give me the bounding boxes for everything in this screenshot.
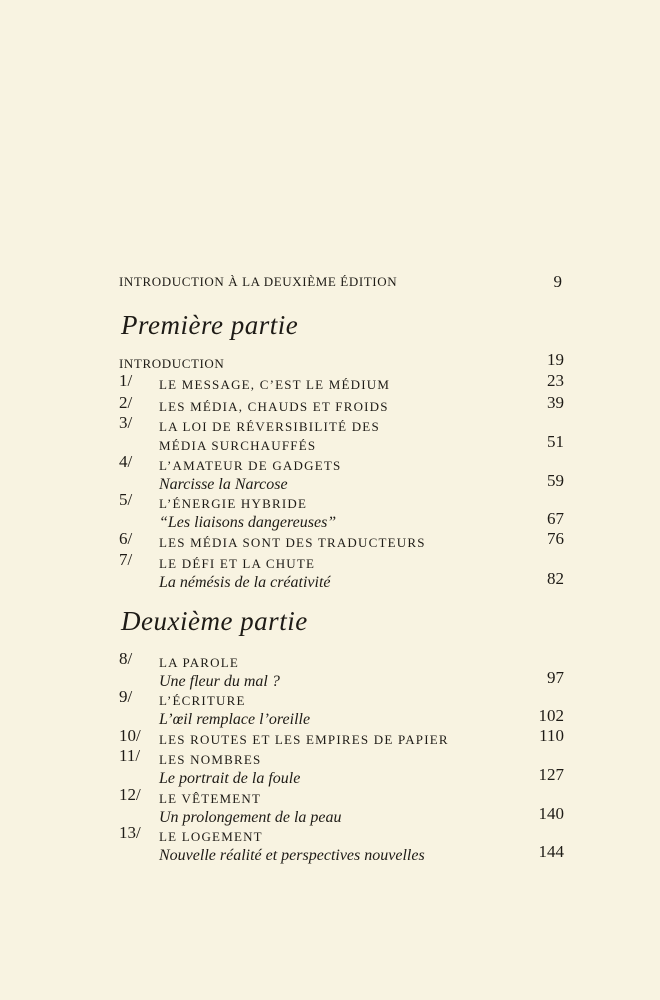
toc-entry-number: 5/ <box>119 490 133 509</box>
toc-entry-number: 4/ <box>119 452 133 471</box>
toc-entry-page: 76 <box>547 529 564 548</box>
toc-entry-subtitle: “Les liaisons dangereuses” <box>159 514 337 531</box>
toc-entry-title: L’ÉCRITURE <box>159 693 246 708</box>
toc-entry-title-line-2: MÉDIA SURCHAUFFÉS <box>159 438 317 453</box>
part-2-title: Deuxième partie <box>121 606 308 636</box>
toc-entry-title: LA LOI DE RÉVERSIBILITÉ DES <box>159 419 380 434</box>
toc-entry-subtitle: L’œil remplace l’oreille <box>159 711 311 728</box>
toc-entry-introduction <box>119 350 564 373</box>
toc-entry-number: 6/ <box>119 529 133 548</box>
toc-entry-page: 39 <box>547 393 564 412</box>
toc-entry-page: 23 <box>547 371 564 390</box>
toc-entry-subtitle: Une fleur du mal ? <box>159 673 280 690</box>
toc-entry-number: 8/ <box>119 649 133 668</box>
toc-entry-title: LE MESSAGE, C’EST LE MÉDIUM <box>159 377 391 392</box>
toc-entry-number: 1/ <box>119 371 133 390</box>
toc-entry-page: 144 <box>538 842 564 861</box>
toc-entry-number: 12/ <box>119 785 141 804</box>
toc-entry-page: 97 <box>547 668 564 687</box>
toc-entry-page: 9 <box>553 272 562 291</box>
toc-entry-subtitle: La némésis de la créativité <box>159 574 331 591</box>
toc-entry-number: 10/ <box>119 726 141 745</box>
toc-entry-number: 13/ <box>119 823 141 842</box>
toc-entry-title: LE VÊTEMENT <box>159 791 262 806</box>
toc-entry-title: LES ROUTES ET LES EMPIRES DE PAPIER <box>159 732 449 747</box>
toc-entry-page: 51 <box>547 432 564 451</box>
toc-entry-page: 127 <box>538 765 564 784</box>
toc-entry-subtitle: Le portrait de la foule <box>159 770 301 787</box>
toc-entry-title: INTRODUCTION <box>119 356 225 371</box>
toc-entry-page: 110 <box>539 726 564 745</box>
toc-entry-page: 19 <box>547 350 564 369</box>
toc-entry-number: 2/ <box>119 393 133 412</box>
toc-entry-number: 3/ <box>119 413 133 432</box>
toc-entry-intro-second-edition <box>119 274 562 290</box>
toc-entry-page: 102 <box>538 706 564 725</box>
toc-entry-number: 11/ <box>119 746 141 765</box>
toc-entry-subtitle: Nouvelle réalité et perspectives nouvelles <box>159 847 425 864</box>
toc-entry-title: L’AMATEUR DE GADGETS <box>159 458 342 473</box>
toc-entry-title: LE LOGEMENT <box>159 829 263 844</box>
toc-entry-title: LES NOMBRES <box>159 752 262 767</box>
part-1-title: Première partie <box>121 310 299 340</box>
toc-entry-subtitle: Un prolongement de la peau <box>159 809 342 826</box>
toc-entry-title: INTRODUCTION À LA DEUXIÈME ÉDITION <box>119 274 398 289</box>
toc-entry-page: 82 <box>547 569 564 588</box>
toc-entry-page: 67 <box>547 509 564 528</box>
toc-entry-title: LES MÉDIA SONT DES TRADUCTEURS <box>159 535 426 550</box>
toc-entry-title: LA PAROLE <box>159 655 240 670</box>
toc-entry-page: 140 <box>538 804 564 823</box>
toc-entry-subtitle: Narcisse la Narcose <box>159 476 288 493</box>
toc-entry-title: LES MÉDIA, CHAUDS ET FROIDS <box>159 399 389 414</box>
toc-entry-page: 59 <box>547 471 564 490</box>
toc-entry-title: LE DÉFI ET LA CHUTE <box>159 556 316 571</box>
toc-entry-number: 7/ <box>119 550 133 569</box>
toc-entry-number: 9/ <box>119 687 133 706</box>
toc-entry-title: L’ÉNERGIE HYBRIDE <box>159 496 308 511</box>
